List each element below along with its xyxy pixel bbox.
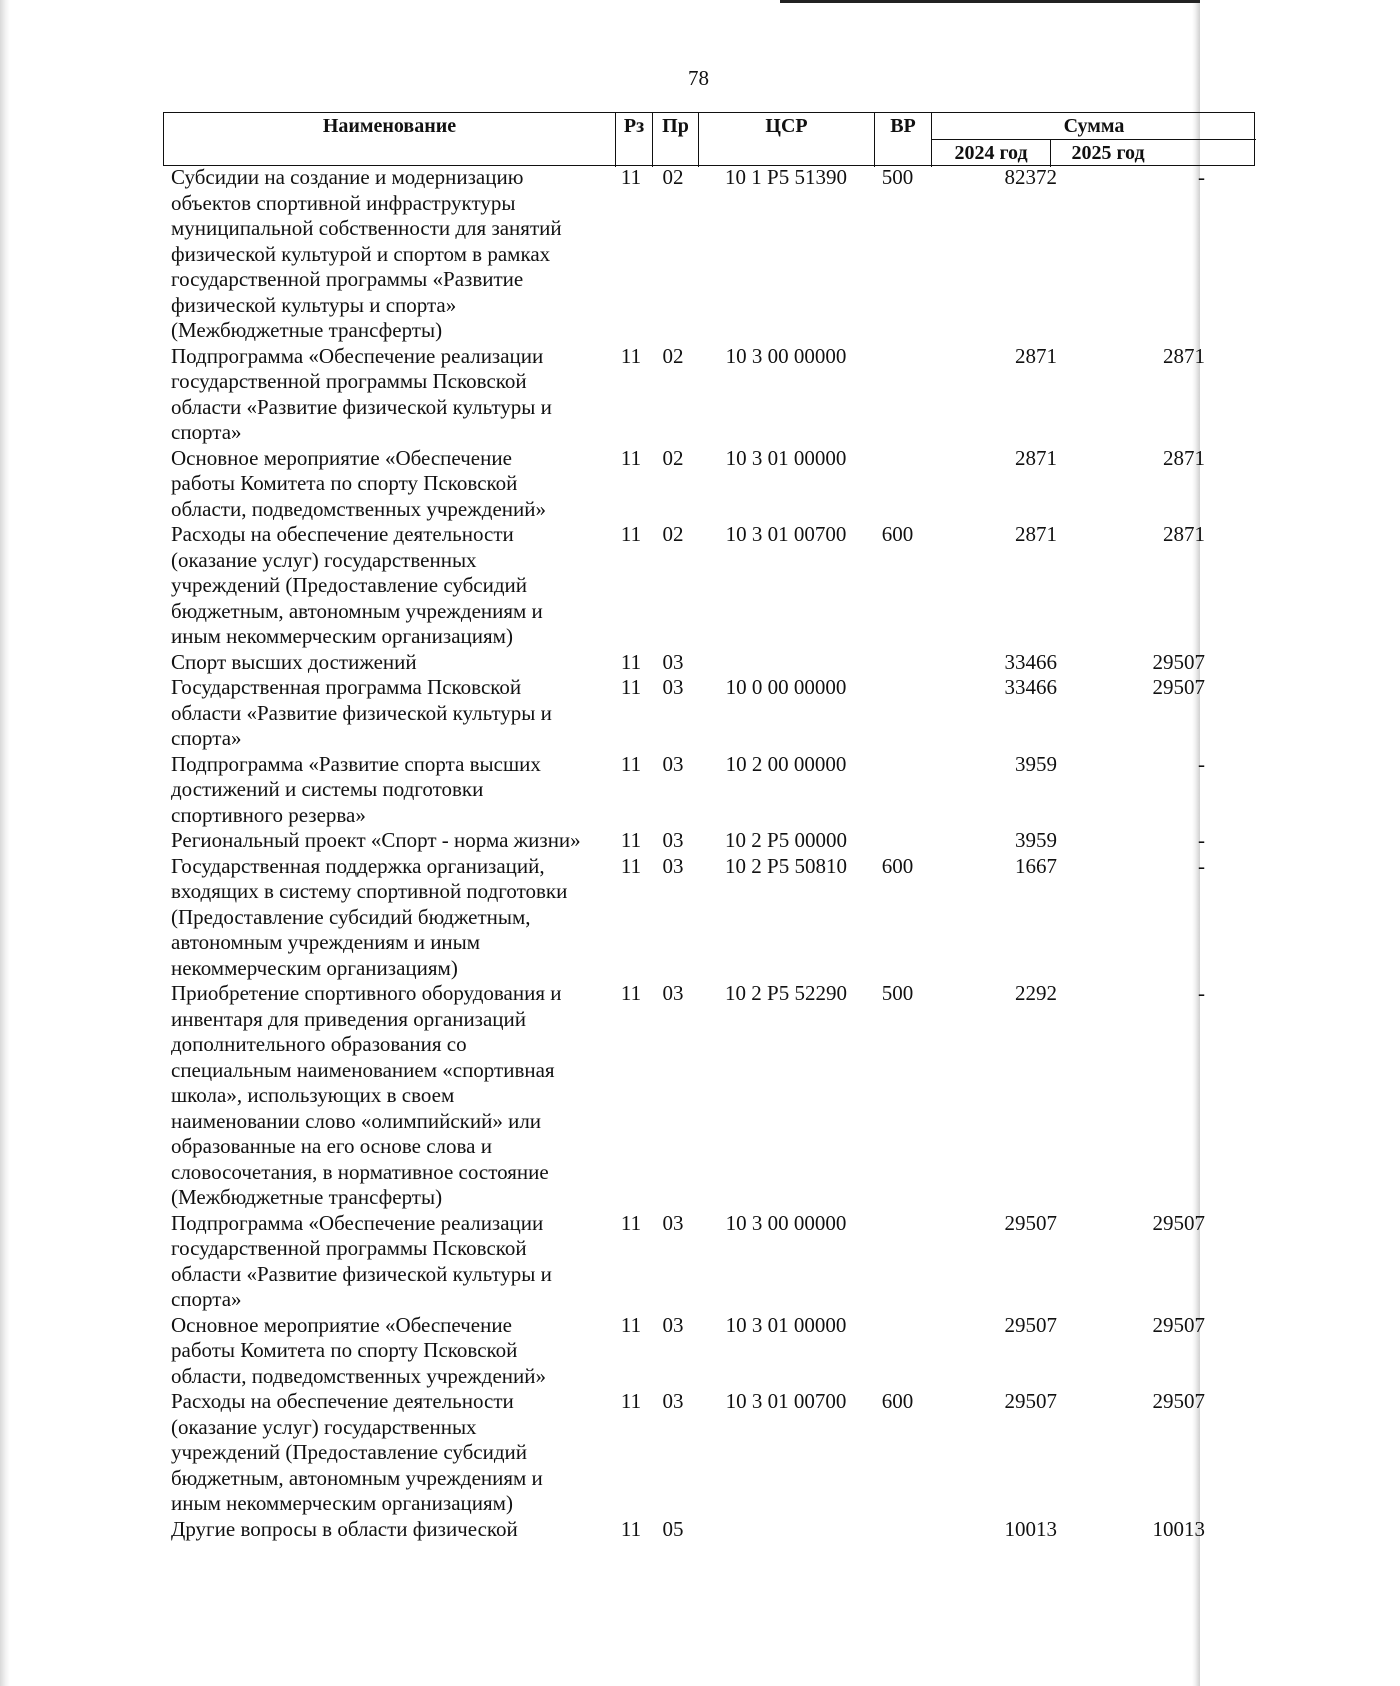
row-sum-2024: 2871	[1015, 522, 1057, 546]
row-pr: 02	[662, 165, 684, 189]
row-sum-2024: 82372	[1004, 165, 1057, 189]
row-rz: 11	[620, 1516, 642, 1541]
row-sum-2024: 10013	[1004, 1516, 1057, 1541]
row-csr: 10 2 P5 50810	[725, 853, 847, 878]
row-csr: 10 3 01 00700	[725, 522, 847, 546]
table-row	[163, 1313, 1255, 1390]
scan-edge-left	[0, 0, 10, 1686]
row-sum-2025: 10013	[1152, 1516, 1205, 1541]
row-name: Расходы на обеспечение деятельности (оказание услуг) государственных учреждений (Предоставление субсидий бюджетным, автономным учреждениям и иным некоммерческим организациям)	[171, 522, 543, 648]
table-row	[163, 828, 1255, 854]
row-name: Расходы на обеспечение деятельности (оказание услуг) государственных учреждений (Предоставление субсидий бюджетным, автономным учреждениям и иным некоммерческим организациям)	[171, 1389, 543, 1515]
table-header	[163, 112, 1255, 168]
table-header-box	[163, 112, 1255, 166]
header-name-cell	[164, 113, 615, 167]
row-csr: 10 2 P5 52290	[725, 981, 847, 1005]
row-vr: 600	[881, 1389, 914, 1413]
header-sum-cell	[931, 113, 1256, 167]
row-sum-2024: 33466	[1004, 675, 1057, 699]
row-vr: 600	[881, 522, 914, 546]
row-pr: 03	[662, 751, 684, 776]
row-name: Основное мероприятие «Обеспечение работы Комитета по спорту Псковской области, подведомственных учреждений»	[171, 1312, 546, 1388]
header-sum: Сумма	[1063, 115, 1125, 137]
row-name: Подпрограмма «Развитие спорта высших достижений и системы подготовки спортивного резерва»	[171, 751, 541, 827]
header-csr-cell	[698, 113, 874, 167]
row-vr: 600	[881, 853, 914, 878]
header-year-2024: 2024 год	[954, 142, 1028, 164]
row-rz: 11	[620, 853, 642, 878]
row-pr: 02	[662, 522, 684, 546]
row-rz: 11	[620, 1210, 642, 1235]
row-sum-2025: -	[1198, 981, 1205, 1005]
row-pr: 03	[662, 649, 684, 674]
table-row	[163, 981, 1255, 1211]
row-csr: 10 2 00 00000	[725, 751, 847, 776]
row-pr: 03	[662, 981, 684, 1005]
table-row	[163, 1389, 1255, 1517]
row-sum-2025: -	[1198, 853, 1205, 878]
row-sum-2024: 3959	[1015, 828, 1057, 852]
row-pr: 02	[662, 445, 684, 470]
row-sum-2024: 2292	[1015, 981, 1057, 1005]
row-pr: 03	[662, 1210, 684, 1235]
table-row	[163, 165, 1255, 344]
table-row	[163, 522, 1255, 650]
table-row	[163, 675, 1255, 752]
row-vr: 500	[881, 165, 914, 189]
page-number: 78	[688, 66, 709, 90]
row-sum-2025: -	[1198, 165, 1205, 189]
row-sum-2025: 29507	[1152, 675, 1205, 699]
row-rz: 11	[620, 445, 642, 470]
row-name: Другие вопросы в области физической	[171, 1516, 518, 1541]
row-sum-2025: 29507	[1152, 1389, 1205, 1413]
row-pr: 03	[662, 1312, 684, 1337]
row-csr: 10 1 P5 51390	[725, 165, 847, 189]
row-csr: 10 0 00 00000	[725, 675, 847, 699]
header-year-2025: 2025 год	[1050, 139, 1165, 167]
row-sum-2025: 29507	[1152, 1210, 1205, 1235]
row-rz: 11	[620, 1389, 642, 1413]
row-rz: 11	[620, 522, 642, 546]
row-csr: 10 3 01 00000	[725, 445, 847, 470]
row-pr: 03	[662, 853, 684, 878]
row-sum-2025: 29507	[1152, 649, 1205, 674]
row-sum-2025: 2871	[1163, 343, 1205, 368]
row-pr: 02	[662, 343, 684, 368]
row-pr: 03	[662, 1389, 684, 1413]
row-sum-2025: 2871	[1163, 445, 1205, 470]
row-pr: 03	[662, 675, 684, 699]
row-name: Государственная поддержка организаций, входящих в систему спортивной подготовки (Предоставление субсидий бюджетным, автономным учреждениям и иным некоммерческим организациям)	[171, 853, 568, 980]
row-csr: 10 3 00 00000	[725, 1210, 847, 1235]
row-sum-2024: 29507	[1004, 1210, 1057, 1235]
row-pr: 03	[662, 828, 684, 852]
row-rz: 11	[620, 828, 642, 852]
row-name: Основное мероприятие «Обеспечение работы Комитета по спорту Псковской области, подведомственных учреждений»	[171, 445, 546, 521]
row-csr: 10 3 00 00000	[725, 343, 847, 368]
header-rz: Рз	[623, 115, 645, 137]
row-rz: 11	[620, 343, 642, 368]
row-sum-2024: 29507	[1004, 1312, 1057, 1337]
row-sum-2024: 29507	[1004, 1389, 1057, 1413]
table-row	[163, 1517, 1255, 1543]
header-csr: ЦСР	[765, 115, 808, 137]
row-sum-2024: 2871	[1015, 343, 1057, 368]
row-rz: 11	[620, 981, 642, 1005]
row-rz: 11	[620, 675, 642, 699]
row-sum-2025: -	[1198, 828, 1205, 852]
row-sum-2024: 2871	[1015, 445, 1057, 470]
table-row	[163, 344, 1255, 446]
row-sum-2024: 1667	[1015, 853, 1057, 878]
row-pr: 05	[662, 1516, 684, 1541]
row-name: Субсидии на создание и модернизацию объектов спортивной инфраструктуры муниципальной собственности для занятий физической культурой и спортом в рамках государственной программы «Развитие физической культуры и спорта» (Межбюджетные трансферты)	[171, 165, 562, 342]
row-sum-2025: -	[1198, 751, 1205, 776]
table-row	[163, 446, 1255, 523]
header-rz-cell	[615, 113, 652, 167]
row-name: Подпрограмма «Обеспечение реализации государственной программы Псковской области «Развитие физической культуры и спорта»	[171, 343, 552, 444]
row-sum-2025: 29507	[1152, 1312, 1205, 1337]
row-rz: 11	[620, 649, 642, 674]
header-name: Наименование	[322, 115, 457, 137]
row-name: Приобретение спортивного оборудования и инвентаря для приведения организаций дополнительного образования со специальным наименованием «спортивная школа», использующих в своем наименовании слово «олимпийский» или образованные на его основе слова и словосочетания, в нормативное состояние (Межбюджетные трансферты)	[171, 981, 562, 1209]
row-rz: 11	[620, 1312, 642, 1337]
header-pr: Пр	[662, 115, 689, 137]
table-row	[163, 752, 1255, 829]
row-sum-2025: 2871	[1163, 522, 1205, 546]
row-vr: 500	[881, 981, 914, 1005]
row-name: Региональный проект «Спорт - норма жизни»	[171, 828, 581, 852]
header-vr: ВР	[890, 115, 916, 137]
table-row	[163, 1211, 1255, 1313]
row-rz: 11	[620, 165, 642, 189]
row-rz: 11	[620, 751, 642, 776]
row-name: Государственная программа Псковской области «Развитие физической культуры и спорта»	[171, 675, 552, 750]
header-vr-cell	[874, 113, 931, 167]
row-csr: 10 2 P5 00000	[725, 828, 847, 852]
row-name: Подпрограмма «Обеспечение реализации государственной программы Псковской области «Развитие физической культуры и спорта»	[171, 1210, 552, 1311]
row-sum-2024: 3959	[1015, 751, 1057, 776]
row-name: Спорт высших достижений	[171, 649, 417, 674]
table-body	[163, 165, 1255, 1542]
row-csr: 10 3 01 00000	[725, 1312, 847, 1337]
row-csr: 10 3 01 00700	[725, 1389, 847, 1413]
header-pr-cell	[652, 113, 698, 167]
row-sum-2024: 33466	[1004, 649, 1057, 674]
table-row	[163, 650, 1255, 676]
scan-mark-top	[780, 0, 1200, 3]
table-row	[163, 854, 1255, 982]
